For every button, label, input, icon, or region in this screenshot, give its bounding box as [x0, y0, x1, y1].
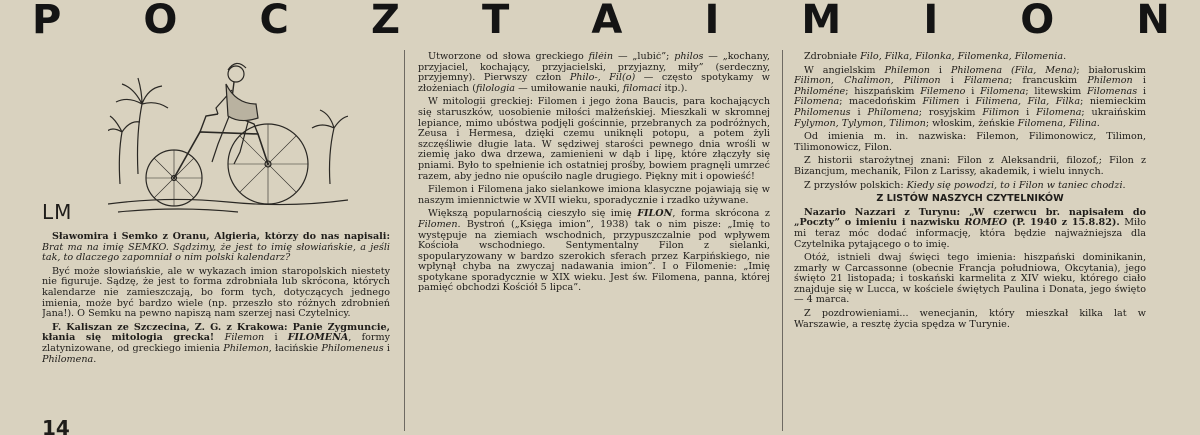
- title-letter: Z: [370, 0, 400, 43]
- page-title: [0, 0, 1200, 43]
- paragraph: Większą popularnością cieszyło się imię FILON, forma skrócona z Filomen. Bystroń („Księga imion”, 1938) tak o nim pisze: „Imię to występuje na ziemiach wschodnich, przypuszczalnie pod wpływem Kościoła wschodniego. Sentymentalny Filon z sielanki, spopularyzowany w bardzo szerokich sferach przez Karpińskiego, nie wpłynął chyba na zwyczaj nadawania imion”. I o Filomenie: „Imię spotykane sporadycznie w XIX wieku. Jest św. Filomena, panna, której pamięć obchodzi Kościół 5 lipca”.: [418, 208, 770, 294]
- title-letter: I: [704, 0, 720, 43]
- title-letter: I: [923, 0, 939, 43]
- column-2: [418, 52, 770, 422]
- paragraph: Utworzone od słowa greckiego filéin — „lubić”; philos — „kochany, przyjaciel, kochający, przyjacielski, przyjazny, miły” (serdeczny, przyjemny). Pierwszy człon Philo-, Fil(o) — często spotykamy w złożeniach (filologia — umiłowanie nauki, filomaci itp.).: [418, 52, 770, 94]
- title-letter: A: [591, 0, 623, 43]
- column-1: [42, 232, 390, 414]
- title-letter: M: [801, 0, 842, 43]
- section-heading: Z LISTÓW NASZYCH CZYTELNIKÓW: [876, 193, 1064, 205]
- column-divider: [404, 50, 405, 431]
- paragraph: Nazario Nazzari z Turynu: „W czerwcu br. napisałem do „Poczty” o imieniu i nazwisku ROMEO (P. 1940 z 15.8.82). Miło mi teraz móc dodać informację, która będzie najważniejsza dla Czytelnika pytającego o to imię.: [794, 206, 1146, 250]
- paragraph: Filemon i Filomena jako sielankowe imiona klasyczne pojawiają się w naszym imiennictwie w XVII wieku, sporadycznie i rzadko używane.: [418, 184, 770, 206]
- letter-author: Nazario Nazzari z Turynu:: [804, 206, 970, 218]
- paragraph: Z przysłów polskich: Kiedy się powodzi, to i Filon w taniec chodzi.: [804, 179, 1126, 191]
- page-number: 14: [42, 416, 70, 435]
- column-divider: [782, 50, 783, 431]
- paragraph: [42, 232, 390, 264]
- magazine-logo: LM: [42, 200, 73, 224]
- title-letter: P: [32, 0, 62, 43]
- title-letter: T: [482, 0, 510, 43]
- paragraph: W angielskim Philemon i Philomena (Fila, Mena); białoruskim Filimon, Chalimon, Pilimon i Filamena; francuskim Philemon i Philoméne; hiszpańskim Filemeno i Filomena; litewskim Filomenas i Filomena; macedońskim Filimen i Filimena, Fila, Filka; niemieckim Philomenus i Philomena; rosyjskim Filimon i Filomena; ukraińskim Fylymon, Tylymon, Tilimon; włoskim, żeńskie Filomena, Filina.: [794, 64, 1146, 129]
- paragraph: Otóż, istnieli dwaj święci tego imienia: hiszpański dominikanin, zmarły w Carcassonne (obecnie Francja południowa, Okcytania), jego święto 21 listopada; i toskański karmelita z XIV wieku, którego ciało znajduje się w Lucca, w kościele świętych Paulina i Donata, jego święto — 4 marca.: [794, 252, 1146, 306]
- letter-quote: Brat ma na imię SEMKO. Sądzimy, że jest to imię słowiańskie, a jeśli tak, to dlaczego zapomniał o nim polski kalendarz?: [42, 241, 390, 264]
- bicycle-rider-illustration: [108, 44, 348, 220]
- paragraph: Być może słowiańskie, ale w wykazach imion staropolskich niestety nie figuruje. Sądzę, że jest to forma zdrobniała lub skrócona, których kalendarze nie zamieszczają, bo form tych, dotyczących jednego imienia, może być bardzo wiele (np. przeszło sto różnych zdrobnień Jana!). O Semku na pewno napiszą nam szerzej nasi Czytelnicy.: [42, 265, 390, 320]
- paragraph: Od imienia m. in. nazwiska: Filemon, Filimonowicz, Tilimon, Tilimonowicz, Filon.: [794, 131, 1146, 153]
- paragraph: F. Kaliszan ze Szczecina, Z. G. z Krakowa: Panie Zygmuncie, kłania się mitologia grecka! Filemon i FILOMENA, formy zlatynizowane, od greckiego imienia Philemon, łacińskie Philomeneus i Philomena.: [42, 321, 390, 365]
- letter-author: F. Kaliszan ze Szczecina, Z. G. z Krakowa: Panie Zygmuncie, kłania się mitologia grecka!: [42, 321, 390, 344]
- paragraph: W mitologii greckiej: Filomen i jego żona Baucis, para kochających się staruszków, uosobienie miłości małżeńskiej. Mieszkali w skromnej lepiance, mimo ubóstwa podjęli gościnnie, przebranych za podróżnych, Zeusa i Hermesa, dzięki czemu uniknęli potopu, a potem żyli szczęśliwie długie lata. W sędziwej starości pewnego dnia wrośli w ziemię jako dwa drzewa, zamienieni w dąb i lipę, które złączyły się pniami. Było to spełnienie ich ostatniej prośby, bowiem pragnęli umrzeć razem, aby jedno nie opuściło nagle drugiego. Piękny mit i opowieść!: [418, 96, 770, 182]
- title-letter: C: [259, 0, 289, 43]
- title-letter: O: [143, 0, 178, 43]
- title-letter: O: [1020, 0, 1055, 43]
- column-3: [794, 52, 1146, 432]
- paragraph: Z pozdrowieniami... wenecjanin, który mieszkał kilka lat w Warszawie, a resztę życia spędza w Turynie.: [794, 308, 1146, 330]
- letter-author: Sławomira i Semko z Oranu, Algieria, którzy do nas napisali:: [52, 232, 390, 242]
- paragraph: Zdrobniałe Filo, Filka, Filonka, Filomenka, Filomenia.: [804, 52, 1067, 62]
- title-letter: N: [1136, 0, 1170, 43]
- paragraph: Z historii starożytnej znani: Filon z Aleksandrii, filozof,; Filon z Bizancjum, mechanik, Filon z Larissy, akademik, i wielu innych.: [794, 155, 1146, 177]
